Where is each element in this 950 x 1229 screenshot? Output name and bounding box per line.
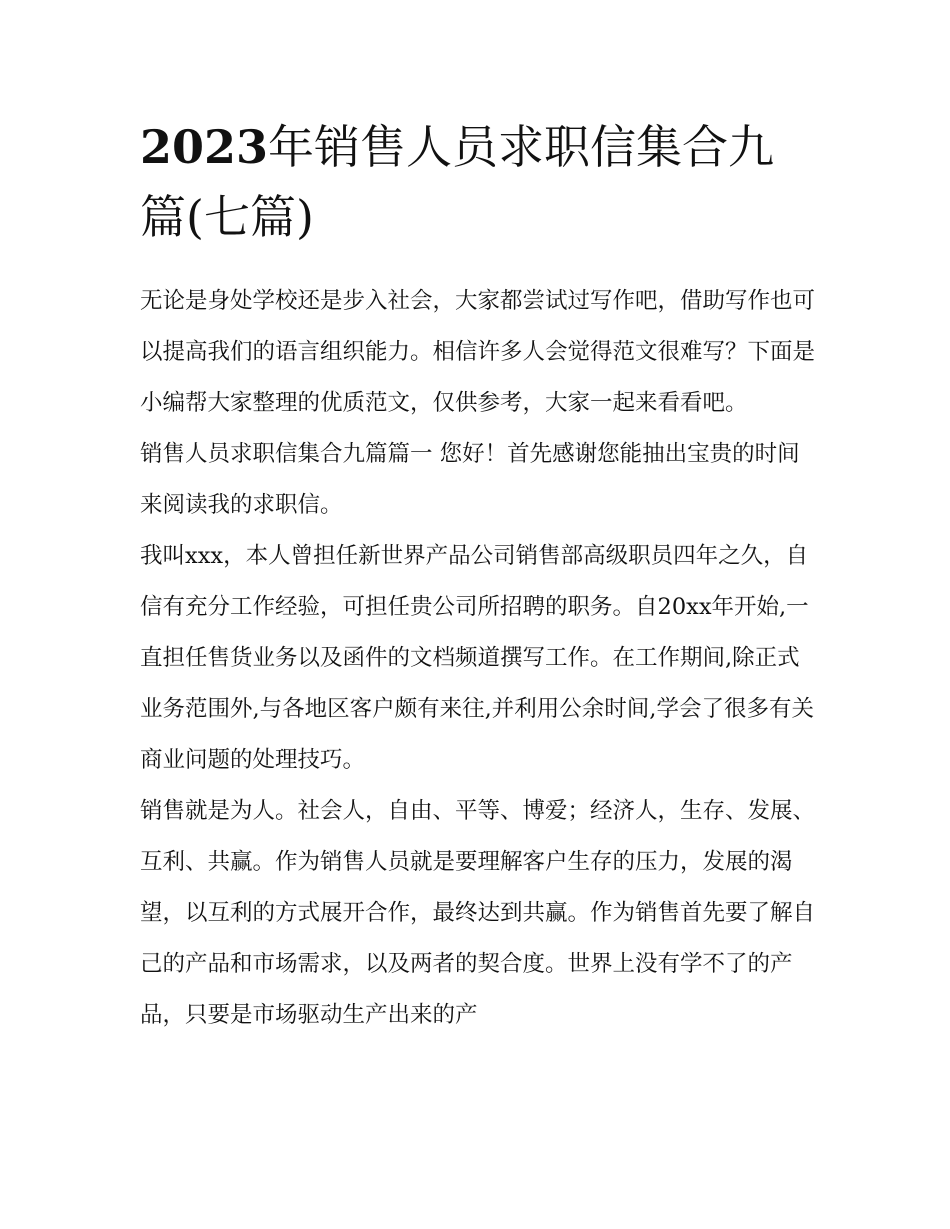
- title-text: 年销售人员求职信集合九篇(七篇): [140, 120, 775, 244]
- paragraph-sales-philosophy: 销售就是为人。社会人，自由、平等、博爱；经济人，生存、发展、互利、共赢。作为销售人员就是要理解客户生存的压力，发展的渴望，以互利的方式展开合作，最终达到共赢。作为销售首先要了解自己的产品和市场需求，以及两者的契合度。世界上没有学不了的产品，只要是市场驱动生产出来的产: [140, 798, 816, 1028]
- document-body: [140, 276, 820, 1041]
- paragraph-experience: 我叫xxx，本人曾担任新世界产品公司销售部高级职员四年之久，自信有充分工作经验，可担任贵公司所招聘的职务。自20xx年开始,一直担任售货业务以及函件的文档频道撰写工作。在工作期间,除正式业务范围外,与各地区客户颇有来往,并利用公余时间,学会了很多有关商业问题的处理技巧。: [140, 543, 814, 773]
- paragraph-greeting: 销售人员求职信集合九篇篇一 您好！首先感谢您能抽出宝贵的时间来阅读我的求职信。: [140, 441, 800, 518]
- document-title: [140, 112, 820, 252]
- paragraph-intro: 无论是身处学校还是步入社会，大家都尝试过写作吧，借助写作也可以提高我们的语言组织能力。相信许多人会觉得范文很难写？下面是小编帮大家整理的优质范文，仅供参考，大家一起来看看吧。: [140, 288, 816, 416]
- title-year: 2023: [140, 120, 269, 174]
